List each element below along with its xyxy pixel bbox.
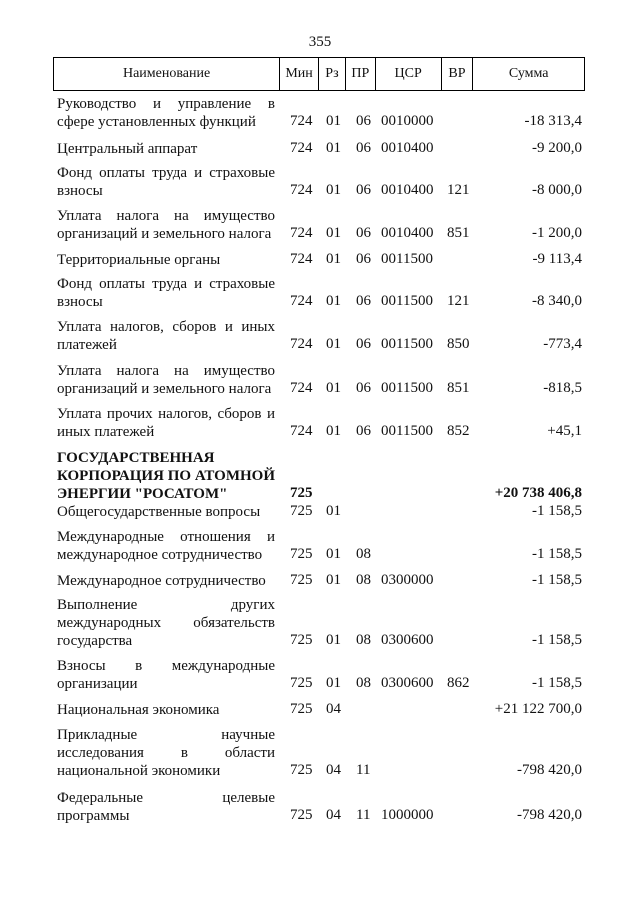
row-sum: -8 000,0 [532,182,582,198]
row-min: 725 [290,675,313,691]
row-rz: 01 [326,546,341,562]
row-name-line: Национальная экономика [57,702,220,718]
row-csr: 1000000 [381,807,434,823]
row-csr: 0010400 [381,140,434,156]
row-name [57,362,275,398]
row-pr: 06 [356,293,371,309]
row-sum: -773,4 [543,336,582,352]
row-pr: 06 [356,380,371,396]
row-min: 725 [290,807,313,823]
row-pr: 08 [356,675,371,691]
column-header-csr: ЦСР [376,58,442,90]
row-name-line: международное сотрудничество [57,547,263,563]
row-pr: 06 [356,140,371,156]
row-rz: 04 [326,807,341,823]
row-name [57,275,275,311]
row-min: 724 [290,423,313,439]
row-name [57,95,275,131]
row-name [57,207,275,243]
row-csr: 0010000 [381,113,434,129]
row-name [57,701,275,719]
row-vr: 851 [447,380,470,396]
row-pr: 06 [356,251,371,267]
row-pr: 06 [356,225,371,241]
row-sum: -1 200,0 [532,225,582,241]
row-name-line: государства [57,633,133,649]
row-sum: +20 738 406,8 [494,485,582,501]
row-rz: 04 [326,701,341,717]
row-min: 725 [290,632,313,648]
row-vr: 850 [447,336,470,352]
row-min: 724 [290,225,313,241]
row-name-line: организаций и земельного налога [57,226,272,242]
row-vr: 121 [447,293,470,309]
column-header-min: Мин [280,58,319,90]
row-vr: 852 [447,423,470,439]
row-sum: -1 158,5 [532,572,582,588]
row-min: 725 [290,546,313,562]
row-vr: 121 [447,182,470,198]
row-rz: 01 [326,182,341,198]
row-name-line: Территориальные органы [57,252,221,268]
row-csr: 0011500 [381,423,433,439]
row-rz: 04 [326,762,341,778]
row-sum: -8 340,0 [532,293,582,309]
row-name [57,572,275,590]
row-name-line: Прикладные научные [57,727,275,743]
row-min: 724 [290,251,313,267]
row-csr: 0300600 [381,675,434,691]
row-min: 724 [290,182,313,198]
row-name [57,405,275,441]
row-min: 725 [290,572,313,588]
row-min: 725 [290,701,313,717]
row-name-line: Уплата налога на имущество [57,363,275,379]
row-min: 724 [290,140,313,156]
row-csr: 0011500 [381,251,433,267]
row-pr: 08 [356,632,371,648]
row-name-line: Уплата налогов, сборов и иных [57,319,275,335]
row-sum: -1 158,5 [532,632,582,648]
row-rz: 01 [326,632,341,648]
row-sum: +45,1 [547,423,582,439]
row-rz: 01 [326,140,341,156]
row-rz: 01 [326,293,341,309]
row-name-line: программы [57,808,130,824]
row-pr: 08 [356,572,371,588]
row-name-line: иных платежей [57,424,155,440]
column-header-name: Наименование [54,58,280,90]
row-name [57,789,275,825]
row-name [57,657,275,693]
row-name-line: международных обязательств [57,615,275,631]
row-csr: 0011500 [381,293,433,309]
column-header-sum: Сумма [508,66,549,81]
row-name [57,528,275,564]
row-sum: -798 420,0 [517,807,582,823]
row-name-line: Взносы в международные [57,658,275,674]
row-pr: 06 [356,113,371,129]
row-name [57,318,275,354]
column-header-vr: ВР [442,58,474,90]
row-rz: 01 [326,251,341,267]
row-name [57,596,275,650]
row-name-line: взносы [57,183,103,199]
row-min: 725 [290,503,313,519]
row-name-line: Выполнение других [57,597,275,613]
column-header-pr: ПР [346,58,376,90]
row-rz: 01 [326,503,341,519]
row-name-line: сфере установленных функций [57,114,256,130]
row-name-line: национальной экономики [57,763,221,779]
row-name [57,449,275,503]
table-header [53,57,585,91]
row-vr: 862 [447,675,470,691]
column-header-rz: Рз [319,58,346,90]
row-pr: 06 [356,182,371,198]
row-name [57,726,275,780]
row-pr: 06 [356,423,371,439]
page-number: 355 [308,34,332,50]
row-min: 725 [290,762,313,778]
row-sum: -9 200,0 [532,140,582,156]
row-name [57,164,275,200]
row-vr: 851 [447,225,470,241]
row-rz: 01 [326,675,341,691]
row-name-line: исследования в области [57,745,275,761]
row-name-line: организации [57,676,138,692]
row-min: 725 [290,485,313,501]
row-name-line: Уплата налога на имущество [57,208,275,224]
row-csr: 0300600 [381,632,434,648]
row-min: 724 [290,380,313,396]
row-csr: 0300000 [381,572,434,588]
row-name-line: ГОСУДАРСТВЕННАЯ [57,450,215,466]
row-pr: 11 [356,807,371,823]
row-name [57,140,275,158]
row-name-line: Фонд оплаты труда и страховые [57,276,275,292]
row-name-line: Уплата прочих налогов, сборов и [57,406,275,422]
row-name-line: КОРПОРАЦИЯ ПО АТОМНОЙ [57,468,275,484]
row-csr: 0011500 [381,380,433,396]
row-sum: -18 313,4 [524,113,582,129]
row-rz: 01 [326,336,341,352]
row-name-line: Международные отношения и [57,529,275,545]
row-pr: 08 [356,546,371,562]
row-sum: -1 158,5 [532,546,582,562]
row-name-line: ЭНЕРГИИ "РОСАТОМ" [57,486,228,502]
row-name-line: Международное сотрудничество [57,573,266,589]
row-sum: -798 420,0 [517,762,582,778]
row-csr: 0010400 [381,225,434,241]
row-name-line: платежей [57,337,117,353]
row-sum: +21 122 700,0 [494,701,582,717]
row-sum: -1 158,5 [532,675,582,691]
row-csr: 0011500 [381,336,433,352]
row-name-line: Общегосударственные вопросы [57,504,261,520]
row-name-line: Фонд оплаты труда и страховые [57,165,275,181]
row-sum: -818,5 [543,380,582,396]
row-name [57,251,275,269]
row-name-line: Центральный аппарат [57,141,198,157]
row-min: 724 [290,113,313,129]
row-name-line: организаций и земельного налога [57,381,272,397]
row-min: 724 [290,293,313,309]
row-rz: 01 [326,572,341,588]
row-rz: 01 [326,380,341,396]
row-name [57,503,275,521]
row-rz: 01 [326,225,341,241]
row-sum: -9 113,4 [532,251,582,267]
row-min: 724 [290,336,313,352]
row-name-line: Руководство и управление в [57,96,275,112]
row-name-line: Федеральные целевые [57,790,275,806]
row-sum: -1 158,5 [532,503,582,519]
row-csr: 0010400 [381,182,434,198]
row-name-line: взносы [57,294,103,310]
row-pr: 06 [356,336,371,352]
row-rz: 01 [326,113,341,129]
row-rz: 01 [326,423,341,439]
row-pr: 11 [356,762,371,778]
